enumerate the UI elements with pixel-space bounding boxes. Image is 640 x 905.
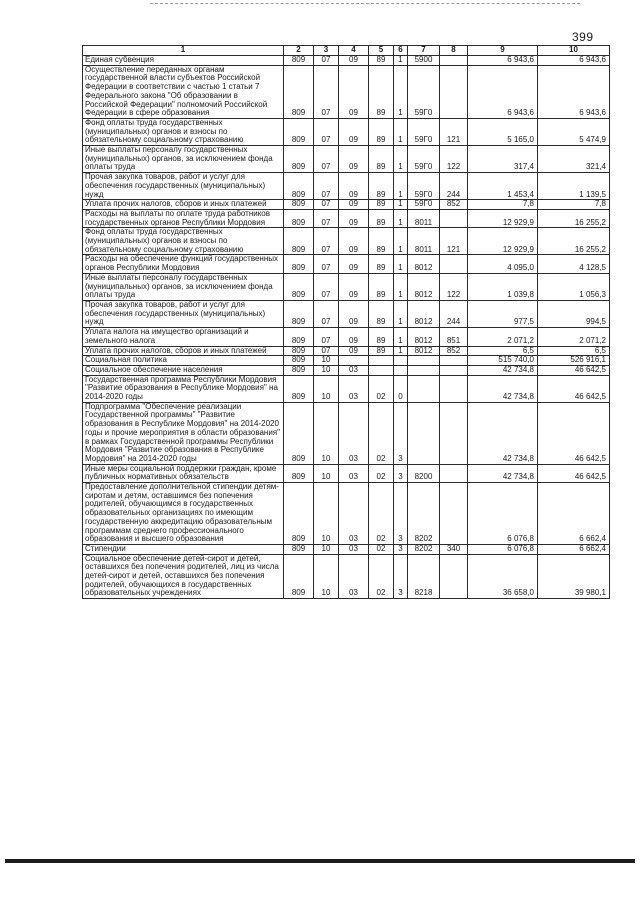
cell-amount-9: 42 734,8	[468, 402, 538, 464]
row-description: Расходы на обеспечение функций государственных органов Республики Мордовия	[83, 255, 284, 273]
cell-amount-9: 317,4	[468, 146, 538, 173]
cell-amount-9: 42 734,8	[468, 365, 538, 375]
cell-code-8: 121	[440, 228, 468, 255]
cell-code-2: 809	[284, 146, 314, 173]
cell-code-8	[440, 483, 468, 545]
cell-amount-10: 46 642,5	[538, 375, 610, 402]
row-description: Предоставление дополнительной стипендии детям-сиротам и детям, оставшимся без попечения родителей, обучающимся в государственных образовательных организациях по имеющим государственную аккредитацию образовательным программам среднего профессионального образования и высшего образования	[83, 483, 284, 545]
cell-code-6: 3	[394, 402, 408, 464]
cell-code-4: 09	[339, 300, 369, 327]
cell-amount-10: 16 255,2	[538, 209, 610, 227]
cell-amount-10: 6,5	[538, 346, 610, 356]
cell-code-7: 8012	[408, 255, 440, 273]
cell-code-2: 809	[284, 483, 314, 545]
cell-amount-9: 6 076,8	[468, 483, 538, 545]
cell-code-4: 03	[339, 483, 369, 545]
table-row	[83, 402, 610, 464]
cell-code-3: 07	[314, 146, 339, 173]
cell-code-3: 07	[314, 255, 339, 273]
row-description: Иные меры социальной поддержки граждан, кроме публичных нормативных обязательств	[83, 464, 284, 482]
cell-code-5: 89	[369, 255, 394, 273]
row-description: Иные выплаты персоналу государственных (муниципальных) органов, за исключением фонда оплаты труда	[83, 273, 284, 300]
cell-amount-10: 321,4	[538, 146, 610, 173]
cell-code-5: 02	[369, 544, 394, 554]
cell-code-2: 809	[284, 328, 314, 346]
column-header: 8	[440, 46, 468, 56]
row-description: Единая субвенция	[83, 56, 284, 66]
row-description: Уплата прочих налогов, сборов и иных платежей	[83, 200, 284, 210]
cell-amount-9: 515 740,0	[468, 356, 538, 366]
cell-code-7: 59Г0	[408, 146, 440, 173]
cell-code-3: 07	[314, 65, 339, 118]
cell-code-3: 07	[314, 173, 339, 200]
budget-table	[82, 45, 610, 599]
cell-code-5: 89	[369, 300, 394, 327]
column-header: 7	[408, 46, 440, 56]
page-number: 399	[572, 30, 594, 44]
cell-code-5: 89	[369, 346, 394, 356]
cell-amount-9: 12 929,9	[468, 209, 538, 227]
table-body	[83, 46, 610, 599]
table-row	[83, 464, 610, 482]
cell-amount-10: 46 642,5	[538, 464, 610, 482]
cell-amount-10: 994,5	[538, 300, 610, 327]
table-row	[83, 356, 610, 366]
cell-code-8: 852	[440, 200, 468, 210]
cell-code-5: 89	[369, 173, 394, 200]
row-description: Осуществление переданных органам государственной власти субъектов Российской Федерации в соответствии с частью 1 статьи 7 Федерального закона "Об образовании в Российской Федерации" полномочий Российской Федерации в сфере образования	[83, 65, 284, 118]
table-row	[83, 173, 610, 200]
cell-code-6: 1	[394, 146, 408, 173]
cell-code-5: 02	[369, 483, 394, 545]
cell-code-3: 07	[314, 300, 339, 327]
top-scan-rule	[150, 3, 580, 4]
row-description: Стипендии	[83, 544, 284, 554]
table-row	[83, 118, 610, 145]
cell-amount-10: 39 980,1	[538, 554, 610, 599]
table-row	[83, 56, 610, 66]
cell-code-6: 0	[394, 375, 408, 402]
cell-code-6: 1	[394, 255, 408, 273]
table-row	[83, 365, 610, 375]
cell-code-4: 09	[339, 118, 369, 145]
cell-code-7: 8012	[408, 300, 440, 327]
cell-code-3: 07	[314, 328, 339, 346]
cell-code-5: 02	[369, 375, 394, 402]
cell-code-8: 852	[440, 346, 468, 356]
table-row	[83, 544, 610, 554]
cell-code-8: 340	[440, 544, 468, 554]
cell-code-2: 809	[284, 255, 314, 273]
cell-code-4: 03	[339, 365, 369, 375]
cell-code-7: 8012	[408, 328, 440, 346]
cell-amount-10: 1 056,3	[538, 273, 610, 300]
row-description: Прочая закупка товаров, работ и услуг для обеспечения государственных (муниципальных) нужд	[83, 173, 284, 200]
cell-code-2: 809	[284, 356, 314, 366]
cell-code-6: 1	[394, 300, 408, 327]
table-row	[83, 346, 610, 356]
cell-code-4: 09	[339, 273, 369, 300]
table-row	[83, 228, 610, 255]
cell-amount-9: 7,8	[468, 200, 538, 210]
column-header: 3	[314, 46, 339, 56]
table-row	[83, 375, 610, 402]
cell-amount-10: 16 255,2	[538, 228, 610, 255]
cell-code-6: 1	[394, 65, 408, 118]
cell-amount-10: 6 662,4	[538, 483, 610, 545]
cell-amount-10: 526 916,1	[538, 356, 610, 366]
cell-code-2: 809	[284, 365, 314, 375]
cell-code-5: 89	[369, 146, 394, 173]
cell-code-8: 121	[440, 118, 468, 145]
cell-code-8	[440, 65, 468, 118]
cell-amount-9: 2 071,2	[468, 328, 538, 346]
cell-amount-10: 1 139,5	[538, 173, 610, 200]
cell-amount-10: 6 943,6	[538, 56, 610, 66]
cell-amount-9: 1 453,4	[468, 173, 538, 200]
cell-amount-9: 12 929,9	[468, 228, 538, 255]
cell-code-2: 809	[284, 56, 314, 66]
cell-code-8: 122	[440, 273, 468, 300]
cell-code-4: 03	[339, 375, 369, 402]
cell-code-4: 09	[339, 146, 369, 173]
cell-code-3: 07	[314, 273, 339, 300]
column-header: 9	[468, 46, 538, 56]
table-row	[83, 209, 610, 227]
table-row	[83, 300, 610, 327]
column-header: 4	[339, 46, 369, 56]
cell-code-6: 3	[394, 544, 408, 554]
cell-code-2: 809	[284, 375, 314, 402]
cell-code-8	[440, 356, 468, 366]
cell-code-5: 89	[369, 65, 394, 118]
cell-code-2: 809	[284, 402, 314, 464]
cell-code-3: 07	[314, 346, 339, 356]
cell-code-2: 809	[284, 544, 314, 554]
cell-code-6: 1	[394, 118, 408, 145]
cell-code-3: 10	[314, 554, 339, 599]
cell-code-6: 3	[394, 464, 408, 482]
cell-code-7	[408, 365, 440, 375]
cell-code-2: 809	[284, 209, 314, 227]
cell-code-5: 89	[369, 118, 394, 145]
cell-code-4: 09	[339, 65, 369, 118]
row-description: Социальное обеспечение населения	[83, 365, 284, 375]
bottom-scan-bar	[5, 859, 635, 863]
cell-code-3: 07	[314, 56, 339, 66]
cell-code-3: 10	[314, 402, 339, 464]
table-row	[83, 65, 610, 118]
row-description: Государственная программа Республики Мордовия "Развитие образования в Республике Мордовия" на 2014-2020 годы	[83, 375, 284, 402]
cell-code-4	[339, 356, 369, 366]
table-row	[83, 483, 610, 545]
table-row	[83, 328, 610, 346]
cell-amount-10: 7,8	[538, 200, 610, 210]
cell-amount-9: 42 734,8	[468, 375, 538, 402]
cell-code-4: 03	[339, 554, 369, 599]
cell-code-8	[440, 56, 468, 66]
cell-code-6: 1	[394, 200, 408, 210]
cell-code-3: 07	[314, 228, 339, 255]
cell-code-6: 1	[394, 273, 408, 300]
cell-code-3: 10	[314, 365, 339, 375]
row-description: Фонд оплаты труда государственных (муниципальных) органов и взносы по обязательному социальному страхованию	[83, 118, 284, 145]
cell-code-7: 8011	[408, 228, 440, 255]
cell-amount-9: 6 943,6	[468, 65, 538, 118]
cell-code-2: 809	[284, 464, 314, 482]
cell-code-2: 809	[284, 300, 314, 327]
column-header: 10	[538, 46, 610, 56]
cell-amount-9: 6 076,8	[468, 544, 538, 554]
cell-code-6: 1	[394, 209, 408, 227]
table-header-row	[83, 46, 610, 56]
cell-code-7: 8202	[408, 483, 440, 545]
cell-code-4: 09	[339, 328, 369, 346]
cell-code-3: 10	[314, 375, 339, 402]
cell-code-4: 09	[339, 56, 369, 66]
cell-code-8	[440, 554, 468, 599]
cell-code-6: 1	[394, 56, 408, 66]
cell-code-5: 02	[369, 402, 394, 464]
table-row	[83, 554, 610, 599]
cell-code-5: 89	[369, 56, 394, 66]
cell-code-4: 09	[339, 255, 369, 273]
cell-code-8	[440, 365, 468, 375]
row-description: Прочая закупка товаров, работ и услуг для обеспечения государственных (муниципальных) нужд	[83, 300, 284, 327]
table-row	[83, 200, 610, 210]
cell-code-2: 809	[284, 65, 314, 118]
cell-code-7	[408, 356, 440, 366]
cell-amount-9: 4 095,0	[468, 255, 538, 273]
cell-amount-9: 6,5	[468, 346, 538, 356]
cell-code-7: 8200	[408, 464, 440, 482]
cell-code-3: 07	[314, 118, 339, 145]
column-header: 5	[369, 46, 394, 56]
cell-code-7: 8218	[408, 554, 440, 599]
cell-code-8	[440, 255, 468, 273]
cell-code-4: 03	[339, 402, 369, 464]
cell-code-8	[440, 464, 468, 482]
cell-code-3: 10	[314, 356, 339, 366]
cell-code-2: 809	[284, 173, 314, 200]
cell-code-4: 09	[339, 173, 369, 200]
cell-code-7: 59Г0	[408, 65, 440, 118]
cell-amount-9: 6 943,6	[468, 56, 538, 66]
cell-code-7: 5900	[408, 56, 440, 66]
cell-code-8: 244	[440, 300, 468, 327]
cell-code-6	[394, 356, 408, 366]
cell-code-8	[440, 402, 468, 464]
cell-amount-10: 4 128,5	[538, 255, 610, 273]
row-description: Расходы на выплаты по оплате труда работников государственных органов Республики Мордовия	[83, 209, 284, 227]
row-description: Уплата налога на имущество организаций и земельного налога	[83, 328, 284, 346]
cell-code-8: 122	[440, 146, 468, 173]
cell-code-5: 89	[369, 228, 394, 255]
row-description: Иные выплаты персоналу государственных (муниципальных) органов, за исключением фонда оплаты труда	[83, 146, 284, 173]
cell-code-6: 1	[394, 346, 408, 356]
cell-code-6: 3	[394, 554, 408, 599]
table-row	[83, 273, 610, 300]
cell-code-5: 02	[369, 464, 394, 482]
cell-amount-9: 36 658,0	[468, 554, 538, 599]
table-row	[83, 255, 610, 273]
row-description: Социальное обеспечение детей-сирот и детей, оставшихся без попечения родителей, лиц из числа детей-сирот и детей, оставшихся без попечения родителей, обучающихся в государственных образовательных учреждениях	[83, 554, 284, 599]
cell-code-4: 09	[339, 200, 369, 210]
cell-code-4: 09	[339, 209, 369, 227]
cell-amount-10: 46 642,5	[538, 365, 610, 375]
cell-amount-10: 6 943,6	[538, 65, 610, 118]
cell-code-7: 59Г0	[408, 173, 440, 200]
cell-code-5	[369, 356, 394, 366]
cell-code-7: 8012	[408, 273, 440, 300]
cell-code-8	[440, 375, 468, 402]
cell-code-7: 8012	[408, 346, 440, 356]
cell-code-5: 89	[369, 328, 394, 346]
column-header: 1	[83, 46, 284, 56]
cell-code-8: 851	[440, 328, 468, 346]
table-row	[83, 146, 610, 173]
cell-amount-10: 46 642,5	[538, 402, 610, 464]
row-description: Уплата прочих налогов, сборов и иных платежей	[83, 346, 284, 356]
cell-amount-9: 42 734,8	[468, 464, 538, 482]
cell-code-7	[408, 375, 440, 402]
cell-code-2: 809	[284, 554, 314, 599]
row-description: Подпрограмма "Обеспечение реализации Государственной программы" "Развитие образования в Республике Мордовия" на 2014-2020 годы и прочие мероприятия в области образования" в рамках Государственной программы Республики Мордовия "Развитие образования в Республике Мордовия" на 2014-2020 годы	[83, 402, 284, 464]
column-header: 6	[394, 46, 408, 56]
cell-code-5: 89	[369, 273, 394, 300]
cell-code-3: 10	[314, 464, 339, 482]
cell-code-2: 809	[284, 118, 314, 145]
cell-code-3: 07	[314, 200, 339, 210]
cell-code-3: 10	[314, 483, 339, 545]
cell-code-4: 03	[339, 544, 369, 554]
cell-code-7	[408, 402, 440, 464]
cell-code-4: 09	[339, 346, 369, 356]
column-header: 2	[284, 46, 314, 56]
cell-code-5: 89	[369, 200, 394, 210]
cell-amount-9: 977,5	[468, 300, 538, 327]
cell-code-4: 09	[339, 228, 369, 255]
row-description: Фонд оплаты труда государственных (муниципальных) органов и взносы по обязательному социальному страхованию	[83, 228, 284, 255]
cell-code-6	[394, 365, 408, 375]
cell-amount-10: 5 474,9	[538, 118, 610, 145]
cell-code-3: 10	[314, 544, 339, 554]
cell-code-5: 02	[369, 554, 394, 599]
cell-amount-10: 6 662,4	[538, 544, 610, 554]
cell-amount-9: 1 039,8	[468, 273, 538, 300]
cell-code-5: 89	[369, 209, 394, 227]
cell-code-6: 3	[394, 483, 408, 545]
cell-code-6: 1	[394, 228, 408, 255]
cell-code-3: 07	[314, 209, 339, 227]
cell-code-7: 8011	[408, 209, 440, 227]
cell-code-8: 244	[440, 173, 468, 200]
cell-code-2: 809	[284, 200, 314, 210]
cell-code-5	[369, 365, 394, 375]
cell-code-7: 59Г0	[408, 200, 440, 210]
cell-code-8	[440, 209, 468, 227]
cell-code-6: 1	[394, 328, 408, 346]
cell-code-7: 59Г0	[408, 118, 440, 145]
cell-code-7: 8202	[408, 544, 440, 554]
cell-code-2: 809	[284, 346, 314, 356]
cell-code-6: 1	[394, 173, 408, 200]
cell-amount-9: 5 165,0	[468, 118, 538, 145]
row-description: Социальная политика	[83, 356, 284, 366]
cell-code-2: 809	[284, 273, 314, 300]
cell-amount-10: 2 071,2	[538, 328, 610, 346]
cell-code-2: 809	[284, 228, 314, 255]
cell-code-4: 03	[339, 464, 369, 482]
